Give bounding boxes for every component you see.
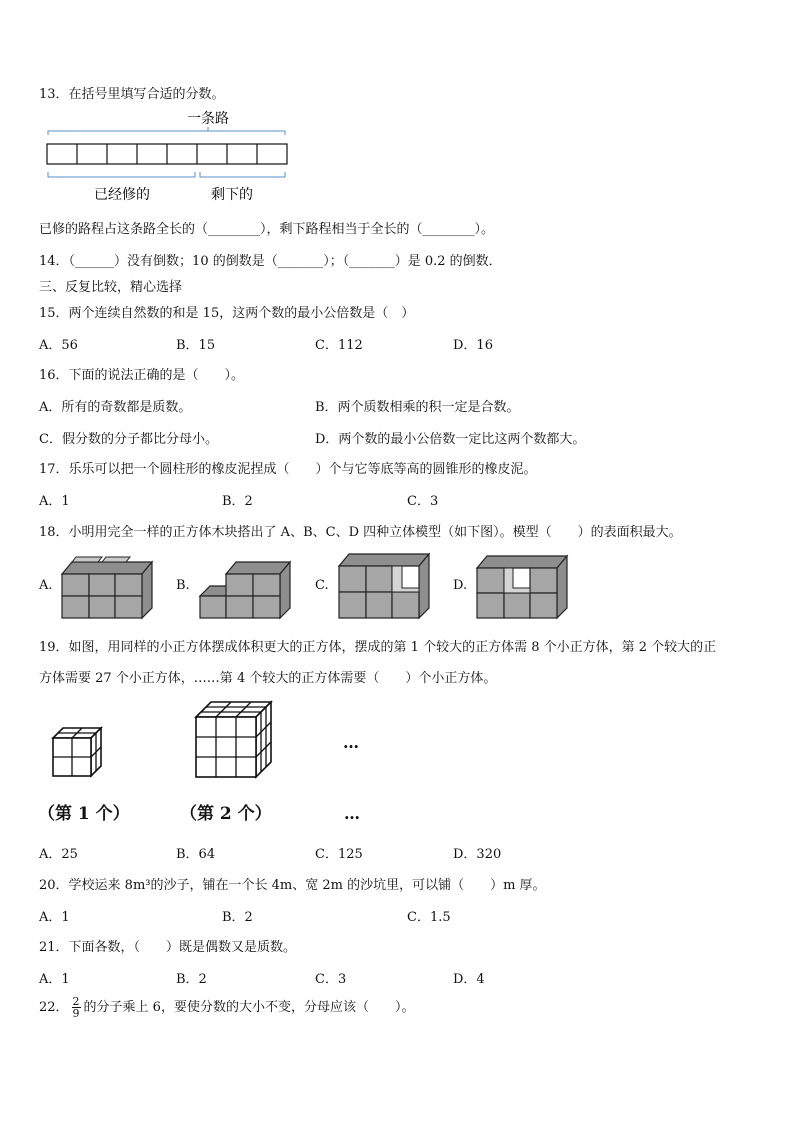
q17-option-b: B．2 xyxy=(222,494,253,509)
top-brace xyxy=(48,131,285,135)
repaired-brace xyxy=(48,172,195,177)
q15-text: 15．两个连续自然数的和是 15，这两个数的最小公倍数是（ ） xyxy=(39,306,415,321)
fraction xyxy=(72,996,81,1019)
q17-option-a: A．1 xyxy=(39,494,70,509)
q22-line xyxy=(39,996,414,1019)
q16-text: 16．下面的说法正确的是（ ）。 xyxy=(39,368,245,383)
q18-option-a: A. xyxy=(39,578,53,593)
model-a-figure xyxy=(62,556,156,618)
remaining-brace xyxy=(200,172,285,177)
cube-figure-1 xyxy=(53,728,103,778)
q15-option-d: D．16 xyxy=(453,338,493,353)
caption-second: （第 2 个） xyxy=(180,804,272,824)
cube-figure-2 xyxy=(196,702,274,780)
q19-option-a: A．25 xyxy=(39,847,78,862)
q18-option-d: D. xyxy=(453,578,468,593)
q19-option-b: B．64 xyxy=(176,847,216,862)
q19-line1: 19．如图，用同样的小正方体摆成体积更大的正方体，摆成的第 1 个较大的正方体需 8 个小正方体，第 2 个较大的正 xyxy=(39,640,717,655)
q21-option-b: B．2 xyxy=(176,972,207,987)
sequence-dots-top: … xyxy=(343,733,359,752)
q16-option-b: B．两个质数相乘的积一定是合数。 xyxy=(315,400,520,415)
q15-option-b: B．15 xyxy=(176,338,216,353)
q19-option-d: D．320 xyxy=(453,847,502,862)
q17-option-c: C．3 xyxy=(407,494,439,509)
q16-option-d: D．两个数的最小公倍数一定比这两个数都大。 xyxy=(315,432,586,447)
remaining-label: 剩下的 xyxy=(211,187,253,203)
q14-text: 14．（______）没有倒数；10 的倒数是（_______）；（_______）是 0.2 的倒数． xyxy=(39,254,502,269)
q17-text: 17．乐乐可以把一个圆柱形的橡皮泥捏成（ ）个与它等底等高的圆锥形的橡皮泥。 xyxy=(39,462,537,477)
road-label: 一条路 xyxy=(187,111,229,127)
q13-fill-line: 已修的路程占这条路全长的（________），剩下路程相当于全长的（________）。 xyxy=(39,222,495,237)
q16-option-a: A．所有的奇数都是质数。 xyxy=(39,400,192,415)
repaired-label: 已经修的 xyxy=(94,187,150,203)
q15-option-a: A．56 xyxy=(39,338,78,353)
fraction-numerator: 2 xyxy=(72,995,80,1008)
q16-option-c: C．假分数的分子都比分母小。 xyxy=(39,432,218,447)
sequence-dots-bottom: … xyxy=(344,804,360,823)
q21-option-d: D．4 xyxy=(453,972,485,987)
caption-first: （第 1 个） xyxy=(38,804,130,824)
q13-text: 13．在括号里填写合适的分数。 xyxy=(39,87,225,102)
q20-text: 20．学校运来 8m³的沙子，铺在一个长 4m、宽 2m 的沙坑里，可以铺（ ）m 厚。 xyxy=(39,878,546,893)
road-segments xyxy=(77,144,257,164)
q22-suffix: 的分子乘上 6，要使分数的大小不变，分母应该（ ）。 xyxy=(83,1000,415,1015)
road-diagram xyxy=(40,105,300,205)
q20-option-a: A．1 xyxy=(39,910,70,925)
fraction-denominator: 9 xyxy=(72,1007,80,1020)
section-heading: 三、反复比较，精心选择 xyxy=(39,280,183,295)
q18-option-b: B. xyxy=(176,578,190,593)
q18-option-c: C. xyxy=(315,578,329,593)
q21-option-a: A．1 xyxy=(39,972,70,987)
model-b-figure xyxy=(200,556,294,618)
q21-option-c: C．3 xyxy=(315,972,347,987)
q20-option-c: C．1.5 xyxy=(407,910,451,925)
q18-text: 18．小明用完全一样的正方体木块搭出了 A、B、C、D 四种立体模型（如下图）。模型（ ）的表面积最大。 xyxy=(39,525,682,540)
model-d-figure xyxy=(477,552,571,620)
model-c-figure xyxy=(339,550,433,620)
q19-line2: 方体需要 27 个小正方体，……第 4 个较大的正方体需要（ ）个小正方体。 xyxy=(39,671,497,686)
q20-option-b: B．2 xyxy=(222,910,253,925)
q22-prefix: 22． xyxy=(39,1000,69,1015)
q15-option-c: C．112 xyxy=(315,338,363,353)
q21-text: 21．下面各数，（ ）既是偶数又是质数。 xyxy=(39,940,297,955)
q19-option-c: C．125 xyxy=(315,847,363,862)
